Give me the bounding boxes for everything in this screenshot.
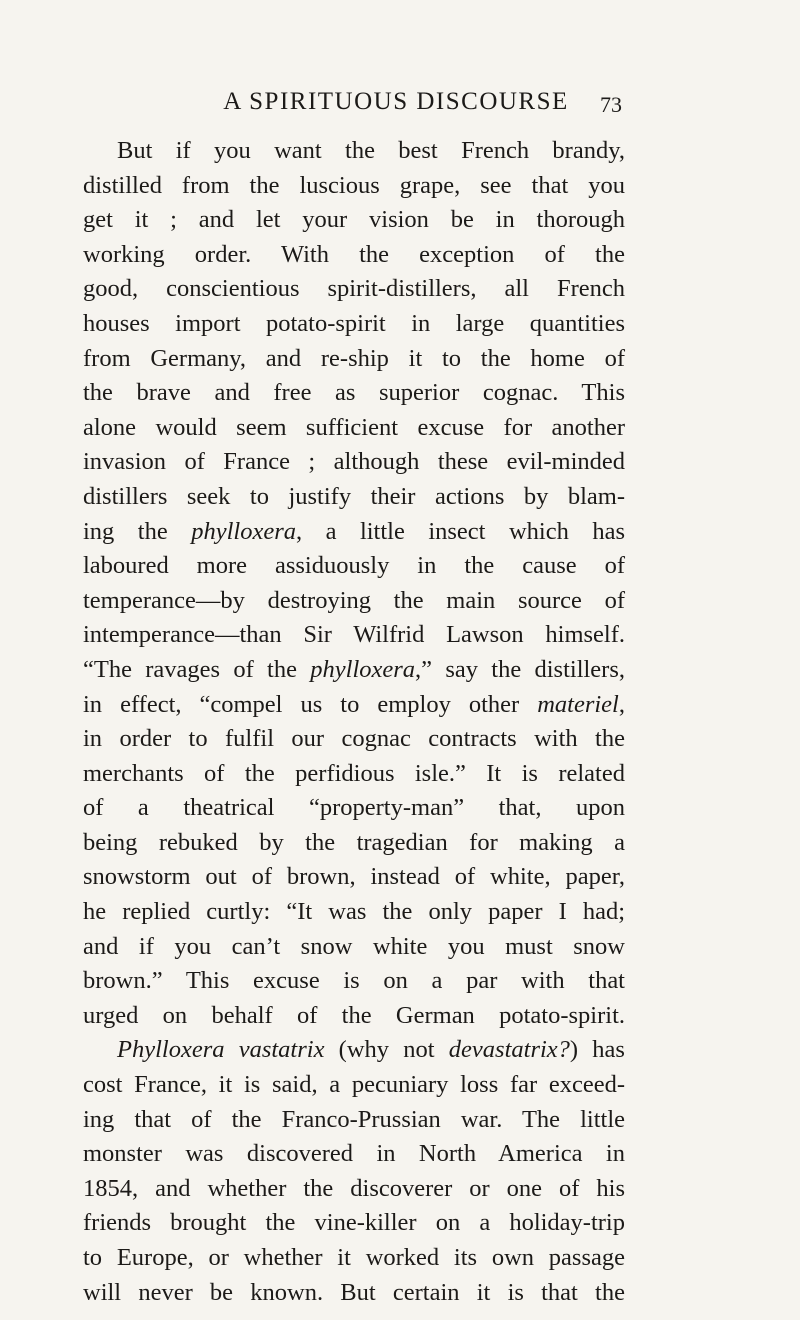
text-run: But if you want the best French brandy, — [117, 137, 625, 164]
text-line — [83, 376, 625, 411]
text-line — [83, 826, 625, 861]
text-run: working order. With the exception of the — [83, 240, 625, 268]
text-line — [83, 895, 625, 930]
page-number: 73 — [600, 92, 622, 117]
text-line — [83, 411, 625, 446]
italic-text: Phylloxera vastatrix — [117, 1036, 325, 1064]
text-line — [83, 515, 625, 550]
text-run: of a theatrical “property-man” that, upon — [83, 794, 625, 822]
text-run: invasion of France ; although these evil-minded — [83, 448, 625, 476]
text-run: being rebuked by the tragedian for making a — [83, 828, 625, 856]
text-line — [83, 584, 625, 619]
italic-text: devastatrix? — [448, 1036, 570, 1064]
text-line — [83, 930, 625, 965]
text-line — [83, 480, 625, 515]
body-text — [83, 134, 625, 1310]
text-run: will never be known. But certain it is that the — [83, 1278, 625, 1306]
text-run: he replied curtly: “It was the only paper I had; — [83, 898, 625, 926]
text-run: , — [618, 690, 625, 718]
text-line — [83, 653, 625, 688]
text-line — [83, 1172, 625, 1207]
text-run: monster was discovered in North America in — [83, 1140, 625, 1168]
text-run: “The ravages of the — [83, 655, 311, 683]
running-title: A SPIRITUOUS DISCOURSE — [223, 88, 569, 115]
text-line — [83, 860, 625, 895]
text-line — [83, 1068, 625, 1103]
text-run: temperance—by destroying the main source of — [83, 586, 625, 614]
text-run: houses import potato-spirit in large quantities — [83, 309, 625, 337]
text-line — [83, 1033, 625, 1068]
text-run: merchants of the perfidious isle.” It is related — [83, 759, 625, 787]
text-line — [83, 549, 625, 584]
text-run: distillers seek to justify their actions by blam- — [83, 482, 625, 510]
text-run: distilled from the luscious grape, see that you — [83, 171, 625, 199]
text-line — [83, 445, 625, 480]
text-run: ) has — [569, 1036, 625, 1064]
text-run: urged on behalf of the German potato-spirit. — [83, 1001, 625, 1029]
text-run: from Germany, and re-ship it to the home of — [83, 344, 625, 372]
text-line — [83, 964, 625, 999]
text-line — [83, 722, 625, 757]
text-run: friends brought the vine-killer on a holiday-trip — [83, 1209, 625, 1237]
text-run: in order to fulfil our cognac contracts with the — [83, 725, 625, 753]
text-run: , a little insect which has — [295, 517, 625, 545]
text-line — [83, 342, 625, 377]
text-run: cost France, it is said, a pecuniary loss far exceed- — [83, 1071, 625, 1099]
text-run: ing the — [83, 517, 192, 545]
italic-text: materiel — [537, 690, 619, 718]
text-line — [83, 1276, 625, 1311]
text-run: laboured more assiduously in the cause of — [83, 552, 625, 580]
text-line — [83, 238, 625, 273]
text-line — [83, 791, 625, 826]
text-run: good, conscientious spirit-distillers, all French — [83, 275, 625, 303]
text-run: snowstorm out of brown, instead of white, paper, — [83, 863, 625, 891]
text-run: intemperance—than Sir Wilfrid Lawson himself. — [83, 621, 625, 649]
text-run: ing that of the Franco-Prussian war. The little — [83, 1105, 625, 1133]
text-line — [83, 1137, 625, 1172]
italic-text: phylloxera — [191, 517, 296, 545]
text-line — [83, 169, 625, 204]
text-run: and if you can’t snow white you must snow — [83, 932, 625, 960]
text-run: (why not — [324, 1036, 449, 1064]
text-line — [83, 757, 625, 792]
text-run: 1854, and whether the discoverer or one of his — [83, 1174, 625, 1202]
text-line — [83, 688, 625, 723]
text-line — [83, 1206, 625, 1241]
text-run: get it ; and let your vision be in thorough — [83, 206, 625, 234]
text-run: ,” say the distillers, — [415, 655, 625, 683]
text-run: alone would seem sufficient excuse for another — [83, 413, 625, 441]
italic-text: phylloxera — [310, 655, 416, 683]
text-line — [83, 203, 625, 238]
text-line — [83, 272, 625, 307]
text-line — [83, 307, 625, 342]
text-line — [83, 999, 625, 1034]
text-line — [83, 1241, 625, 1276]
text-run: brown.” This excuse is on a par with that — [83, 967, 625, 995]
text-line — [83, 134, 625, 169]
text-run: to Europe, or whether it worked its own passage — [83, 1244, 625, 1271]
text-run: in effect, “compel us to employ other — [83, 690, 538, 718]
text-line — [83, 618, 625, 653]
text-line — [83, 1103, 625, 1138]
text-run: the brave and free as superior cognac. This — [83, 379, 625, 407]
